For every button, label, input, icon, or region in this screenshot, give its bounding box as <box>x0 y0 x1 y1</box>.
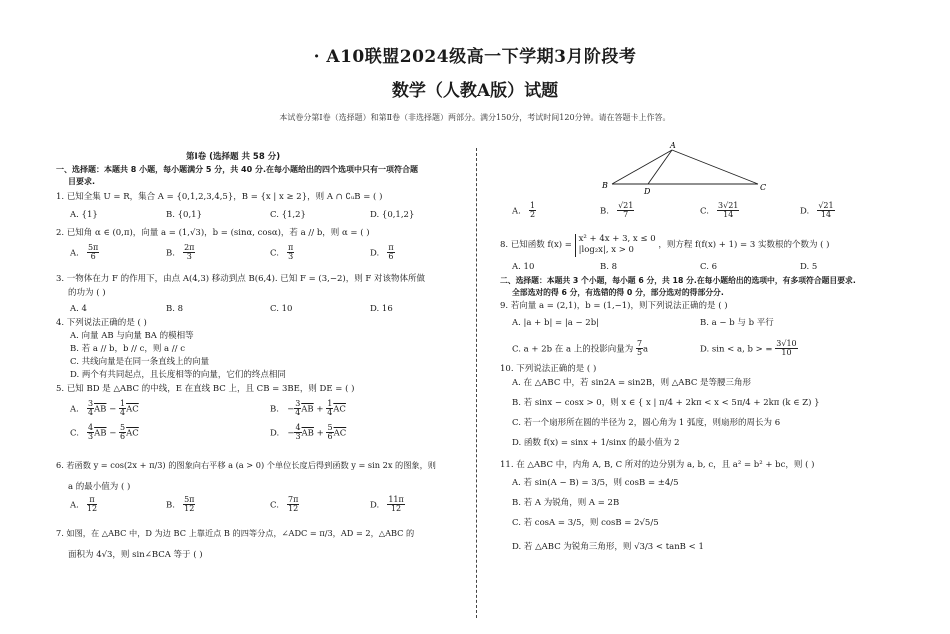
q8-case-1: x² + 4x + 3, x ≤ 0 <box>578 234 656 244</box>
q10-option-a: A. 在 △ABC 中，若 sin2A = sin2B，则 △ABC 是等腰三角形 <box>512 378 752 388</box>
q7-option-a: A. $\frac{1}{2}$ <box>512 201 536 220</box>
question-7-cont: 面积为 4√3，则 sin∠BCA 等于 ( ) <box>68 550 203 560</box>
q1-option-a: A. {1} <box>70 210 98 220</box>
q7-option-c: C. $\frac{3√21}{14}$ <box>700 201 739 220</box>
q11-option-a: A. 若 sin(A − B) = 3/5，则 cosB = ±4/5 <box>512 478 679 488</box>
side-ab <box>612 150 672 184</box>
q8-option-a: A. 10 <box>512 262 535 272</box>
exam-subtitle: 数学（人教A版）试题 <box>391 81 559 101</box>
question-9: 9. 若向量 a = (2,1)，b = (1,−1)，则下列说法正确的是 ( ) <box>500 301 728 311</box>
q3-option-c: C. 10 <box>270 304 293 314</box>
q8-case-2: |log₂x|, x > 0 <box>578 245 634 256</box>
q3-option-d: D. 16 <box>370 304 393 314</box>
q1-option-c: C. {1,2} <box>270 210 306 220</box>
q11-option-b: B. 若 A 为锐角，则 A = 2B <box>512 498 620 508</box>
q5-option-c: C. $\frac{4}{3}$ $\overline{AB}$ − $\frac{5}{6}$ $\overline{AC}$ <box>70 423 139 442</box>
q4-option-d: D. 两个有共同起点，且长度相等的向量，它们的终点相同 <box>70 370 286 380</box>
column-divider <box>476 148 477 618</box>
question-3-cont: 的功为 ( ) <box>68 288 106 298</box>
q4-option-b: B. 若 a // b，b // c，则 a // c <box>70 344 185 354</box>
q2-option-a: A. $\frac{5\pi}{6}$ <box>70 243 99 262</box>
question-8: 8. 已知函数 f(x) = x² + 4x + 3, x ≤ 0 |log₂x|, x > 0 ，则方程 f(f(x) + 1) = 3 实数根的个数为 ( ) <box>500 234 830 256</box>
q7-option-d: D. $\frac{√21}{14}$ <box>800 201 834 220</box>
q5-option-d: D. − $\frac{4}{3}$ $\overline{AB}$ + $\frac{5}{6}$ $\overline{AC}$ <box>270 423 347 442</box>
q8-option-d: D. 5 <box>800 262 818 272</box>
left-column <box>56 148 466 618</box>
question-7: 7. 如图，在 △ABC 中，D 为边 BC 上靠近点 B 的四等分点，∠ADC = π/3，AD = 2，△ABC 的 <box>56 528 415 538</box>
q10-option-b: B. 若 sinx − cosx > 0，则 x ∈ { x | π/4 + 2kπ < x < 5π/4 + 2kπ (k ∈ Z) } <box>512 398 820 408</box>
q10-option-d: D. 函数 f(x) = sinx + 1/sinx 的最小值为 2 <box>512 438 680 448</box>
segment-ad <box>648 150 672 184</box>
label-b: B <box>602 181 608 190</box>
q6-option-a: A. $\frac{\pi}{12}$ <box>70 495 98 514</box>
q7-option-b: B. $\frac{√21}{7}$ <box>600 201 634 220</box>
q3-option-b: B. 8 <box>166 304 184 314</box>
right-column <box>496 142 936 622</box>
question-4: 4. 下列说法正确的是 ( ) <box>56 318 147 328</box>
question-5: 5. 已知 BD 是 △ABC 的中线，E 在直线 BC 上，且 CB = 3BE，则 DE = ( ) <box>56 384 355 394</box>
label-a: A <box>670 142 676 150</box>
q4-option-c: C. 共线向量是在同一条直线上的向量 <box>70 357 210 367</box>
question-1: 1. 已知全集 U = R，集合 A = {0,1,2,3,4,5}，B = {x | x ≥ 2}，则 A ∩ ∁ᵤB = ( ) <box>56 192 383 202</box>
q3-option-a: A. 4 <box>70 304 87 314</box>
q6-option-d: D. $\frac{11\pi}{12}$ <box>370 495 404 514</box>
q2-option-d: D. $\frac{\pi}{6}$ <box>370 243 394 262</box>
label-c: C <box>760 183 767 192</box>
question-11: 11. 在 △ABC 中，内角 A, B, C 所对的边分别为 a, b, c，且 a² = b² + bc，则 ( ) <box>500 460 815 470</box>
q1-option-d: D. {0,1,2} <box>370 210 415 220</box>
exam-instructions: 本试卷分第Ⅰ卷（选择题）和第Ⅱ卷（非选择题）两部分。满分150分，考试时间120分钟。请在答题卡上作答。 <box>279 113 671 122</box>
q5-option-b: B. − $\frac{3}{4}$ $\overline{AB}$ + $\frac{1}{4}$ $\overline{AC}$ <box>270 399 346 418</box>
q1-option-b: B. {0,1} <box>166 210 202 220</box>
q8-option-c: C. 6 <box>700 262 718 272</box>
side-ac <box>672 150 758 184</box>
exam-title: · A10联盟2024级高一下学期3月阶段考 <box>313 47 637 67</box>
q4-option-a: A. 向量 AB 与向量 BA 的模相等 <box>70 331 194 341</box>
triangle-figure <box>600 142 790 200</box>
q11-option-d: D. 若 △ABC 为锐角三角形，则 √3/3 < tanB < 1 <box>512 542 704 552</box>
section-2-heading: 二、选择题：本题共 3 个小题，每小题 6 分，共 18 分.在每小题给出的选项中，有多项符合题目要求. <box>500 276 856 285</box>
q6-option-b: B. $\frac{5\pi}{12}$ <box>166 495 195 514</box>
q2-option-c: C. $\frac{\pi}{3}$ <box>270 243 294 262</box>
question-6: 6. 若函数 y = cos(2x + π/3) 的图象向右平移 a (a > 0) 个单位长度后得到函数 y = sin 2x 的图象，则 <box>56 460 436 470</box>
q6-option-c: C. $\frac{7\pi}{12}$ <box>270 495 299 514</box>
q5-option-a: A. $\frac{3}{4}$ $\overline{AB}$ − $\frac{1}{4}$ $\overline{AC}$ <box>70 399 139 418</box>
q9-option-c: C. a + 2b 在 a 上的投影向量为 $\frac{7}{5}$ a <box>512 339 649 358</box>
section-1-heading: 一、选择题：本题共 8 小题，每小题满分 5 分，共 40 分.在每小题给出的四个选项中只有一项符合题 <box>56 165 419 174</box>
q9-option-d: D. sin < a, b > = $\frac{3√10}{10}$ <box>700 339 797 358</box>
question-2: 2. 已知角 α ∈ (0,π)，向量 a = (1,√3)，b = (sinα, cosα)，若 a // b，则 α = ( ) <box>56 228 370 238</box>
q10-option-c: C. 若一个扇形所在圆的半径为 2，圆心角为 1 弧度，则扇形的周长为 6 <box>512 418 781 428</box>
q2-option-b: B. $\frac{2\pi}{3}$ <box>166 243 195 262</box>
question-3: 3. 一物体在力 F 的作用下，由点 A(4,3) 移动到点 B(6,4). 已知 F = (3,−2)，则 F 对该物体所做 <box>56 274 426 284</box>
section-2-heading-cont: 全部选对的得 6 分，有选错的得 0 分，部分选对的得部分分. <box>512 288 724 297</box>
part-title: 第Ⅰ卷 (选择题 共 58 分) <box>186 152 281 162</box>
q9-option-b: B. a − b 与 b 平行 <box>700 318 774 328</box>
question-10: 10. 下列说法正确的是 ( ) <box>500 364 597 374</box>
question-6-cont: a 的最小值为 ( ) <box>68 482 131 492</box>
q11-option-c: C. 若 cosA = 3/5，则 cosB = 2√5/5 <box>512 518 659 528</box>
label-d: D <box>644 187 651 196</box>
q8-option-b: B. 8 <box>600 262 618 272</box>
q9-option-a: A. |a + b| = |a − 2b| <box>512 318 600 328</box>
section-1-heading-cont: 目要求. <box>68 177 96 186</box>
